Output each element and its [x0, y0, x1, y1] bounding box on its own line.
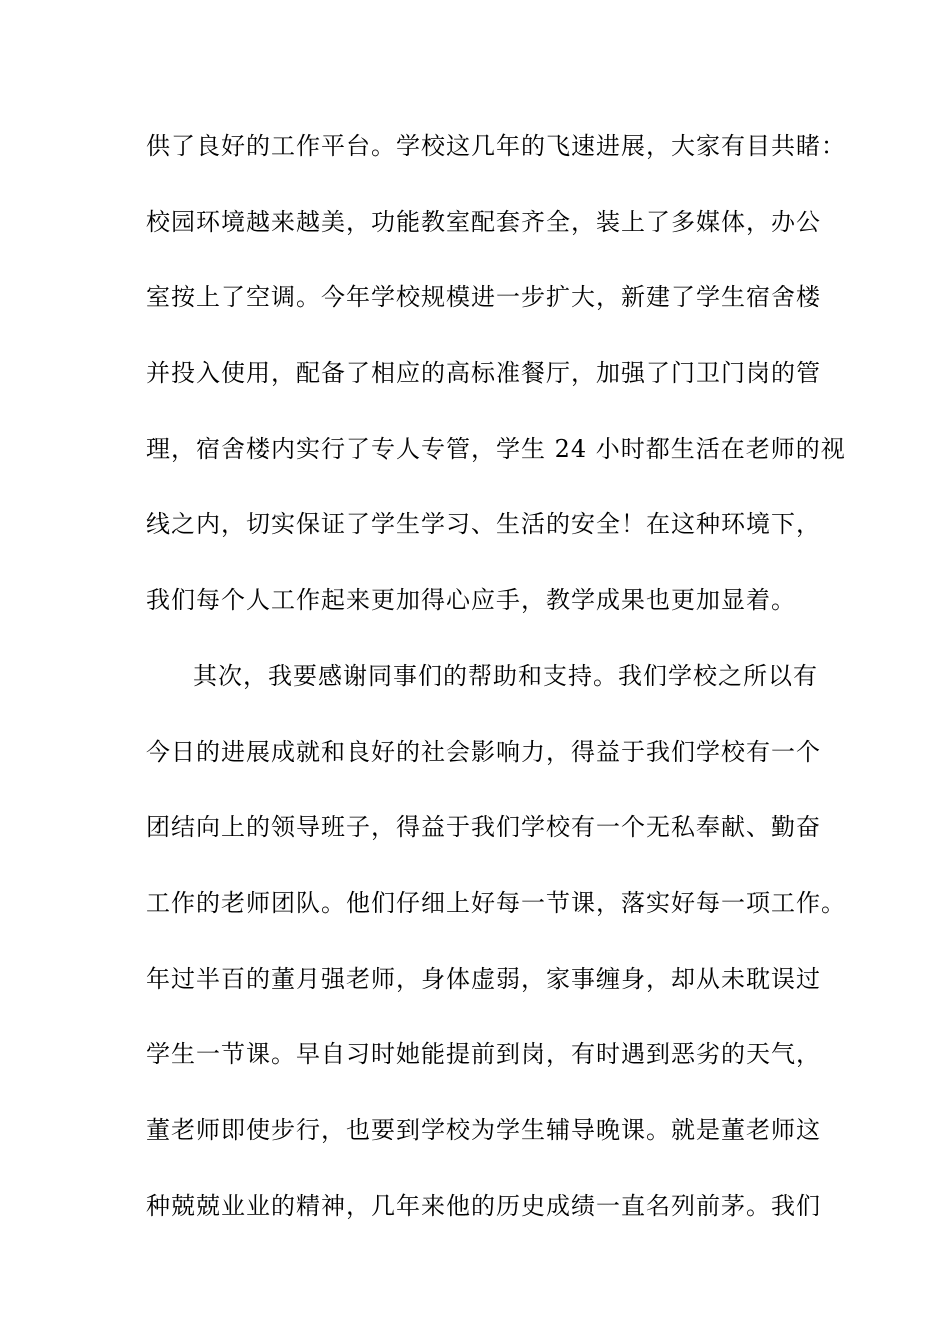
- text-line: 室按上了空调。今年学校规模进一步扩大，新建了学生宿舍楼: [146, 283, 821, 312]
- text-line: 我们每个人工作起来更加得心应手，教学成果也更加显着。: [146, 586, 796, 615]
- text-line: 线之内，切实保证了学生学习、生活的安全！在这种环境下，: [146, 510, 821, 539]
- text-line: 供了良好的工作平台。学校这几年的飞速进展，大家有目共睹：: [146, 132, 846, 160]
- text-line: 董老师即使步行，也要到学校为学生辅导晚课。就是董老师这: [146, 1115, 821, 1144]
- document-body: [146, 126, 846, 1261]
- text-line: 校园环境越来越美，功能教室配套齐全，装上了多媒体，办公: [146, 207, 821, 236]
- text-line: 理，宿舍楼内实行了专人专管，学生 24 小时都生活在老师的视: [146, 434, 846, 463]
- text-line: 今日的进展成就和良好的社会影响力，得益于我们学校有一个: [146, 737, 821, 766]
- text-line: 年过半百的董月强老师，身体虚弱，家事缠身，却从未耽误过: [146, 964, 821, 993]
- text-line: 并投入使用，配备了相应的高标准餐厅，加强了门卫门岗的管: [146, 359, 821, 388]
- text-line: 学生一节课。早自习时她能提前到岗，有时遇到恶劣的天气，: [146, 1040, 821, 1069]
- text-line: 团结向上的领导班子，得益于我们学校有一个无私奉献、勤奋: [146, 813, 821, 842]
- text-line: 工作的老师团队。他们仔细上好每一节课，落实好每一项工作。: [146, 888, 846, 917]
- paragraph-start-line: 其次，我要感谢同事们的帮助和支持。我们学校之所以有: [193, 661, 818, 690]
- text-line: 种兢兢业业的精神，几年来他的历史成绩一直名列前茅。我们: [146, 1191, 821, 1220]
